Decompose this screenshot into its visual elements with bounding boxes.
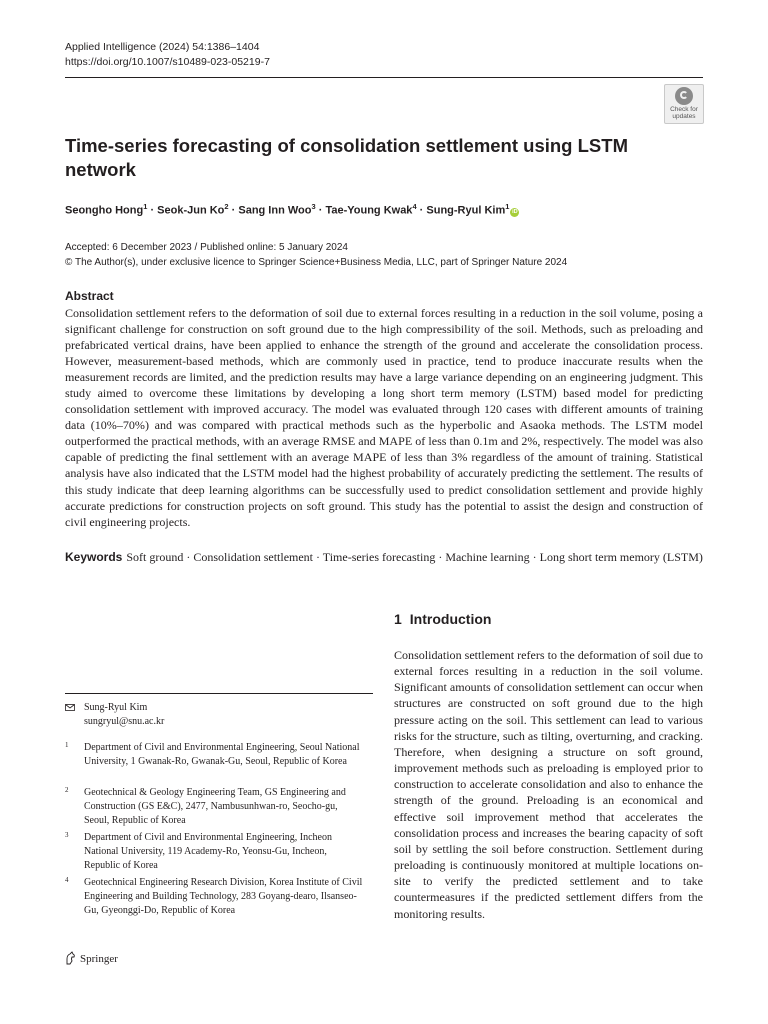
affiliation-item bbox=[65, 786, 365, 828]
envelope-icon bbox=[65, 704, 75, 711]
dates-line: Accepted: 6 December 2023 / Published online: 5 January 2024 bbox=[65, 242, 348, 253]
section-title: Introduction bbox=[409, 611, 492, 627]
doi-link[interactable]: https://doi.org/10.1007/s10489-023-05219-7 bbox=[65, 56, 270, 68]
author-separator: · bbox=[228, 204, 239, 217]
author-list bbox=[65, 202, 519, 217]
author-name[interactable]: Seongho Hong bbox=[65, 204, 144, 217]
introduction-heading bbox=[394, 611, 491, 627]
check-for-updates-icon bbox=[675, 87, 693, 105]
affiliation-number: 3 bbox=[65, 831, 69, 839]
badge-line-2: updates bbox=[672, 113, 696, 120]
publication-dates bbox=[65, 240, 567, 270]
affiliation-item bbox=[65, 831, 365, 873]
author-affiliation-mark: 2 bbox=[224, 202, 229, 211]
affiliation-text: Department of Civil and Environmental Engineering, Incheon National University, 119 Academy-Ro, Yeonsu-Gu, Incheon, Republic of Korea bbox=[84, 832, 332, 871]
affiliation-text: Geotechnical Engineering Research Division, Korea Institute of Civil Engineering and Building Technology, 283 Goyang-dearo, Ilsanseo-Gu, Gyeonggi-Do, Republic of Korea bbox=[84, 877, 363, 916]
journal-header bbox=[65, 40, 270, 70]
copyright-line: © The Author(s), under exclusive licence to Springer Science+Business Media, LLC, part of Springer Nature 2024 bbox=[65, 257, 568, 268]
keywords-text: Soft ground · Consolidation settlement · Time-series forecasting · Machine learning · Long short term memory (LSTM) bbox=[126, 550, 703, 564]
correspondence-name: Sung-Ryul Kim bbox=[84, 702, 148, 713]
author-name[interactable]: Sung-Ryul Kim bbox=[426, 204, 506, 217]
author-name[interactable]: Sang Inn Woo bbox=[238, 204, 312, 217]
affiliation-text: Geotechnical & Geology Engineering Team, GS Engineering and Construction (GS E&C), 2477, Nambusunhwan-ro, Seocho-gu, Seoul, Republic of Korea bbox=[84, 787, 346, 826]
correspondence bbox=[65, 701, 164, 729]
introduction-text: Consolidation settlement refers to the deformation of soil due to external forces resulting in a reduction in the soil volume. Significant amounts of consolidation settlement can occur when structures are constructed on soft ground due to the high pressure acting on the soil. This settlement can lead to various risks for the structure, such as tilting, overturning, and cracking. Therefore, when designing a structure on soft ground, improvement methods such as preloading is employed prior to construction to accelerate consolidation and also to enhance the strength of the ground. Preloading is an economical and effective soil improvement method that accelerates the consolidation process and increases the bearing capacity of soft soil by settling the soil before construction. Settlement during preloading is continuously monitored at multiple locations on-site to verify the predicted settlement and to take countermeasures if the predicted settlement differs from the monitoring results. bbox=[394, 648, 703, 921]
section-number: 1 bbox=[394, 611, 402, 627]
correspondence-email[interactable]: sungryul@snu.ac.kr bbox=[84, 716, 165, 727]
affiliation-item bbox=[65, 876, 365, 918]
article-title: Time-series forecasting of consolidation settlement using LSTM network bbox=[65, 135, 628, 180]
check-for-updates-badge[interactable] bbox=[664, 84, 704, 124]
author-affiliation-mark: 3 bbox=[311, 202, 316, 211]
journal-citation: Applied Intelligence (2024) 54:1386–1404 bbox=[65, 41, 260, 53]
author-name[interactable]: Tae-Young Kwak bbox=[325, 204, 413, 217]
publisher-logo bbox=[65, 951, 118, 965]
author-affiliation-mark: 4 bbox=[412, 202, 417, 211]
affiliation-item bbox=[65, 741, 365, 769]
abstract-text: Consolidation settlement refers to the deformation of soil due to external forces resulting in a reduction in the soil volume, posing a significant challenge for construction on soft ground due to the high compressibility of the soil. Methods, such as preloading and prefabricated vertical drains, have been applied to enhance the strength of the ground and accelerate the consolidation process. However, measurement-based methods, which are commonly used in practice, tend to produce inaccurate results when the measurement records are limited, and the prediction results may have a large variance depending on an engineering judgment. This study aimed to overcome these limitations by developing a long short term memory (LSTM) based model for predicting consolidation settlement with improved accuracy. The model was evaluated through 120 cases with different amounts of training data (10%–70%) and was compared with practical methods such as the hyperbolic and Asaoka methods. The LSTM model outperformed the practical methods, with an average RMSE and MAPE of less than 0.1m and 2%, respectively. The model was also capable of predicting the final settlement with an average MAPE of less than 3% regardless of the amount of training. Statistical analysis have also indicated that the LSTM model had the highest probability of accurately predicting the settlement. The results of this study indicate that deep learning algorithms can be successfully used to predict consolidation settlement and provide highly accurate predictions for construction projects on soft ground. This study has the potential to assist the design and construction of civil engineering projects. bbox=[65, 306, 703, 529]
springer-horse-icon bbox=[65, 951, 76, 965]
author-affiliation-mark: 1 bbox=[505, 202, 510, 211]
author-affiliation-mark: 1 bbox=[143, 202, 148, 211]
keywords bbox=[65, 549, 703, 565]
affiliation-number: 2 bbox=[65, 786, 69, 794]
affiliation-text: Department of Civil and Environmental Engineering, Seoul National University, 1 Gwanak-Ro, Gwanak-Gu, Seoul, Republic of Korea bbox=[84, 742, 360, 767]
publisher-name: Springer bbox=[80, 953, 118, 965]
affiliation-number: 1 bbox=[65, 741, 69, 749]
badge-line-1: Check for bbox=[670, 106, 698, 113]
abstract-heading: Abstract bbox=[65, 289, 114, 303]
author-separator: · bbox=[147, 204, 158, 217]
keywords-heading: Keywords bbox=[65, 550, 123, 564]
author-name[interactable]: Seok-Jun Ko bbox=[157, 204, 225, 217]
header-divider bbox=[65, 77, 703, 78]
author-separator: · bbox=[315, 204, 326, 217]
author-separator: · bbox=[416, 204, 427, 217]
footnote-divider bbox=[65, 693, 373, 694]
affiliation-number: 4 bbox=[65, 876, 69, 884]
orcid-icon[interactable]: iD bbox=[512, 208, 518, 215]
